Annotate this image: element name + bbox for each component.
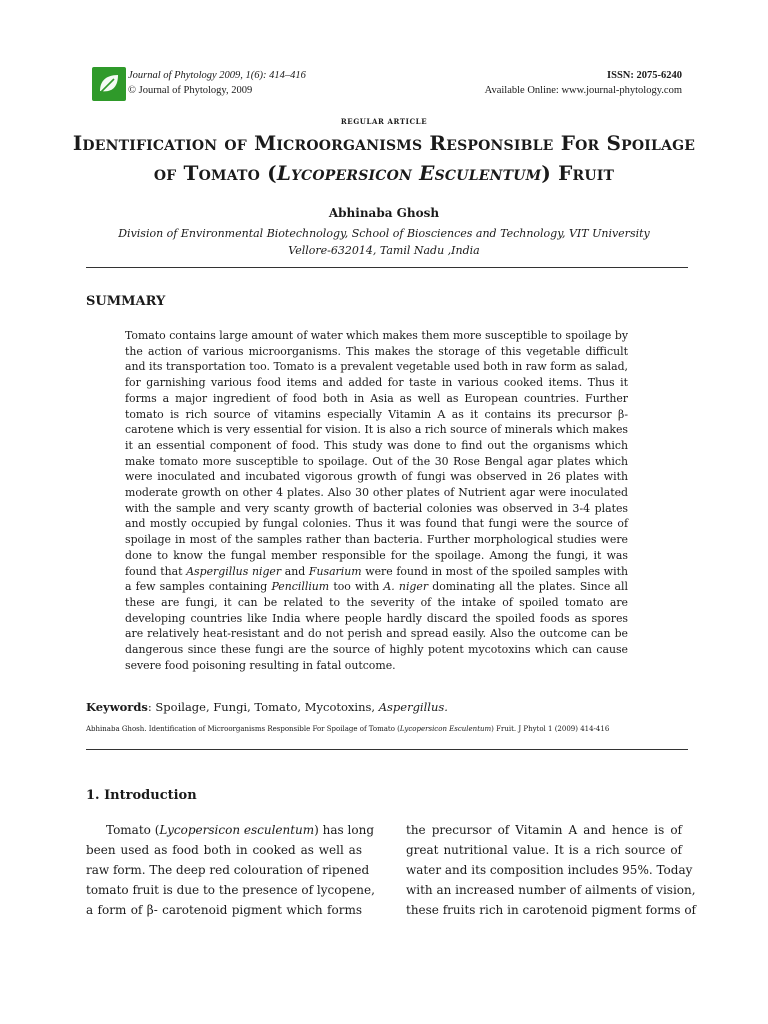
abstract-text: and (281, 564, 309, 578)
abstract-species: Fusarium (308, 564, 362, 578)
intro-species: Lycopersicon esculentum (159, 823, 315, 837)
summary-abstract (125, 328, 628, 673)
introduction-column-right (406, 820, 696, 920)
intro-text: Tomato ( (106, 823, 160, 837)
article-citation (86, 725, 686, 733)
intro-line: tomato fruit is due to the presence of lycopene, (86, 883, 375, 897)
available-online: Available Online: www.journal-phytology.com (484, 85, 682, 96)
intro-line: raw form. The deep red colouration of ripened (86, 863, 370, 877)
intro-line: been used as food both in cooked as well as (86, 843, 362, 857)
article-type-label: REGULAR ARTICLE (340, 117, 428, 126)
abstract-species: Aspergillus niger (186, 564, 282, 578)
introduction-heading: 1. Introduction (86, 788, 197, 803)
intro-line: these fruits rich in carotenoid pigment forms of (406, 903, 696, 917)
copyright-line: © Journal of Phytology, 2009 (128, 85, 253, 96)
divider-bottom (86, 749, 688, 750)
citation-species: Lycopersicon Esculentum (399, 725, 492, 733)
keywords (86, 700, 448, 714)
journal-issue-line: Journal of Phytology 2009, 1(6): 414–416 (128, 70, 306, 81)
intro-text: ) has long (314, 823, 374, 837)
keywords-list: : Spoilage, Fungi, Tomato, Mycotoxins, (147, 700, 379, 714)
abstract-text: dominating all the plates. Since all these are fungi, it can be related to the severity of the intake of spoiled tomato are developing countries like India where people hardly discard the spoiled foods as spores are relatively heat-resistant and do not perish and spread easily. Also the outcome can be dangerous since these fungi are the source of highly potent mycotoxins which can cause severe food poisoning resulting in fatal outcome. (125, 580, 628, 672)
abstract-text: too with (329, 580, 384, 594)
intro-line: the precursor of Vitamin A and hence is of (406, 823, 682, 837)
abstract-text: were found in most of the spoiled samples with a few samples containing (125, 564, 628, 594)
journal-citation-header (128, 68, 306, 98)
title-text-end: ) Fruit (541, 161, 615, 185)
affiliation-line-1: Division of Environmental Biotechnology, School of Biosciences and Technology, VIT University (118, 227, 650, 240)
keywords-species: Aspergillus. (378, 700, 448, 714)
intro-line: a form of β- carotenoid pigment which forms (86, 903, 362, 917)
citation-text: Abhinaba Ghosh. Identification of Microorganisms Responsible For Spoilage of Tomato ( (86, 725, 400, 733)
journal-issn-header (485, 68, 682, 98)
summary-heading: SUMMARY (86, 294, 166, 309)
author-name: Abhinaba Ghosh (328, 206, 440, 220)
abstract-text: Tomato contains large amount of water which makes them more susceptible to spoilage by the action of various microorganisms. This makes the storage of this vegetable difficult and its transportation too. Tomato is a prevalent vegetable used both in raw form as salad, for garnishing various food items and added for taste in various cooked items. Thus it forms a major ingredient of food both in Asia as well as European countries. Further tomato is rich source of vitamins especially Vitamin A as it contains its precursor β-carotene which is very essential for vision. It is also a rich source of minerals which makes it an essential component of food. This study was done to find out the organisms which make tomato more susceptible to spoilage. Out of the 30 Rose Bengal agar plates which were inoculated and incubated vigorous growth of fungi was observed in 26 plates with moderate growth on other 4 plates. Also 30 other plates of Nutrient agar were inoculated with the sample and very scanty growth of bacterial colonies was observed in 3-4 plates and mostly occupied by fungal colonies. Thus it was found that fungi were the source of spoilage in most of the samples rather than bacteria. Further morphological studies were done to know the fungal member responsible for the spoilage. Among the fungi, it was found that (125, 329, 628, 578)
intro-line: great nutritional value. It is a rich source of (406, 843, 682, 857)
journal-logo-icon (92, 67, 126, 101)
abstract-species: Pencillium (271, 580, 330, 594)
issn: ISSN: 2075-6240 (607, 70, 682, 81)
affiliation-line-2: Vellore-632014, Tamil Nadu ,India (288, 244, 480, 257)
divider-top (86, 267, 688, 268)
intro-line: water and its composition includes 95%. Today (406, 863, 693, 877)
title-species: Lycopersicon Esculentum (276, 161, 542, 185)
intro-line (86, 820, 374, 840)
introduction-column-left (86, 820, 375, 920)
author-affiliation (100, 225, 668, 259)
citation-text-end: ) Fruit. J Phytol 1 (2009) 414-416 (491, 725, 610, 733)
abstract-species: A. niger (383, 580, 429, 594)
article-title (60, 128, 708, 188)
intro-line: with an increased number of ailments of vision, (406, 883, 696, 897)
keywords-label: Keywords (86, 700, 148, 714)
title-text: Identification of Microorganisms Responsible For Spoilage of Tomato ( (72, 131, 696, 185)
